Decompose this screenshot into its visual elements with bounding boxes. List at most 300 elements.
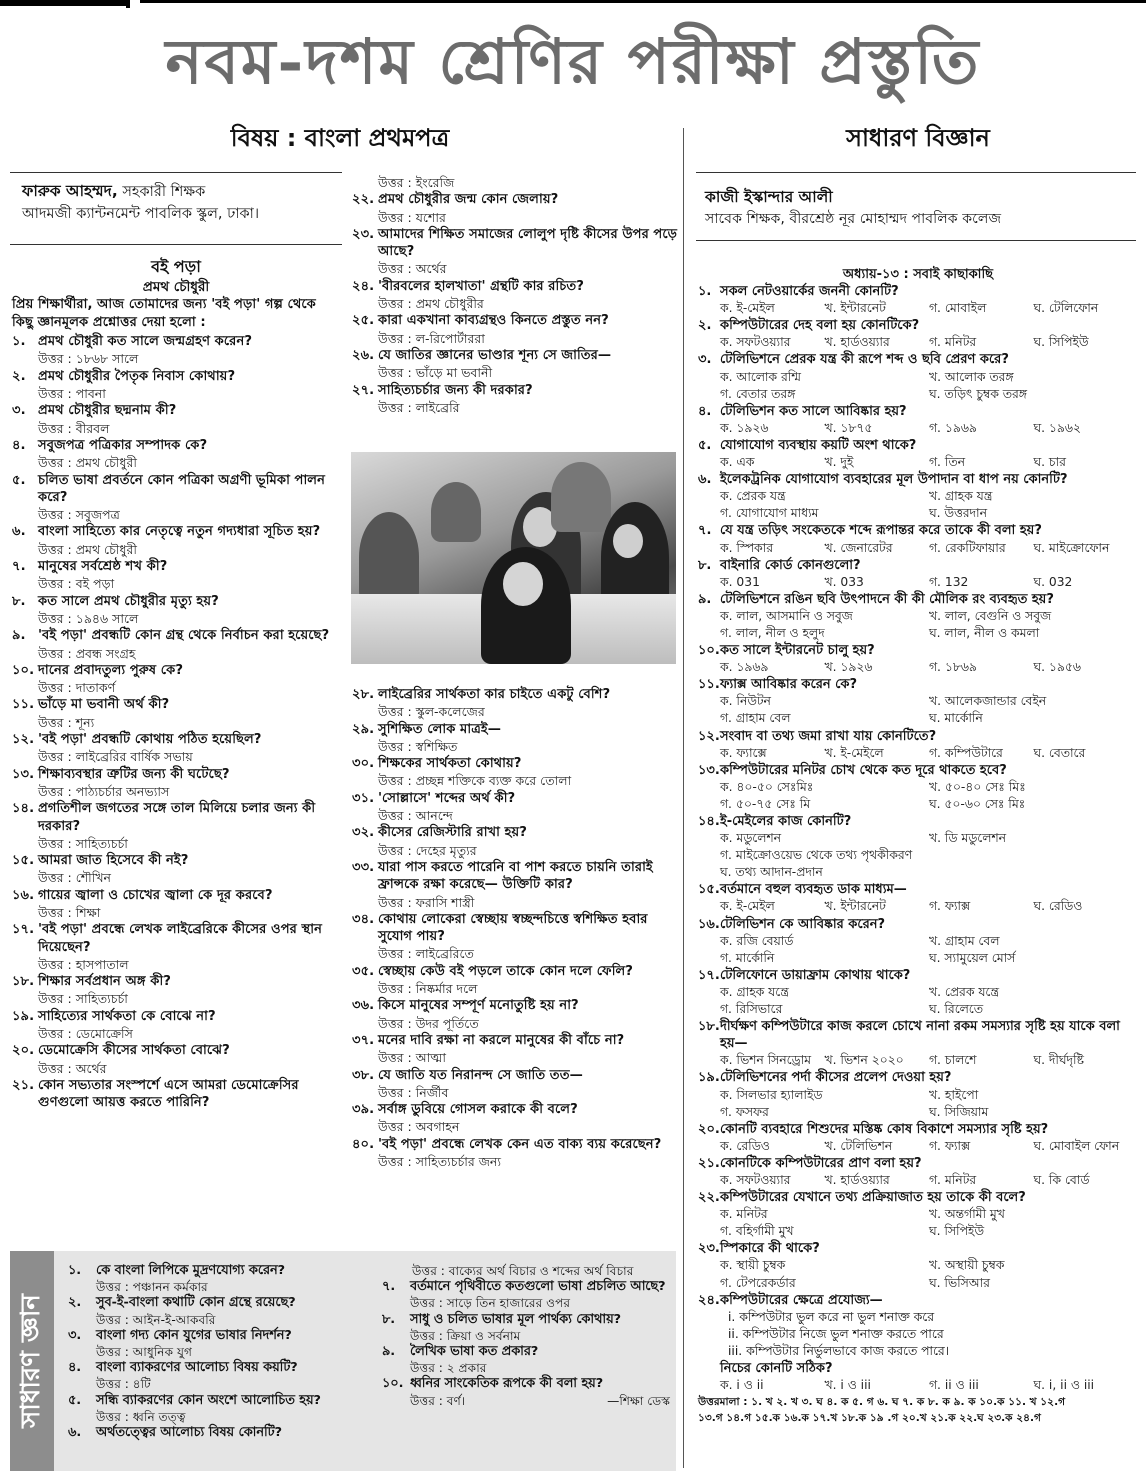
mcq-option: গ. মার্কোনি <box>720 950 775 965</box>
mcq-question <box>698 522 1138 539</box>
question-text: দানের প্রবাদতুল্য পুরুষ কে? <box>38 662 183 678</box>
question-text: প্রমথ চৌধুরীর পৈতৃক নিবাস কোথায়? <box>38 368 236 384</box>
question-number: ৯. <box>698 591 712 607</box>
qa-item <box>12 731 340 766</box>
question-text: যারা পাস করতে পারেনি বা পাশ করতে চায়নি তারাই ফ্রান্সকে রক্ষা করেছে— উক্তিটি কার? <box>378 859 653 893</box>
qa-item <box>352 1067 678 1102</box>
answer: উত্তর : আনন্দে <box>378 808 453 824</box>
answer: উত্তর : পাঠ্যচর্চার অনভ্যাস <box>38 783 170 799</box>
sci-author-rule-bottom <box>696 240 1136 241</box>
mcq-option: ক. i ও ii <box>720 1378 764 1393</box>
mcq-option: গ. মোবাইল <box>929 301 987 316</box>
mcq-option: ক. স্পিকার <box>720 540 773 555</box>
mcq-option: ঘ. সিপিইউ <box>929 1224 984 1239</box>
question-text: কত সালে ইন্টারনেট চালু হয়? <box>720 643 875 659</box>
mcq-item <box>698 1292 1138 1395</box>
question-number: ১১. <box>698 677 720 693</box>
question <box>352 1101 678 1118</box>
mcq-item <box>698 813 1138 881</box>
mcq-option: ক. মডুলেশন <box>720 831 782 846</box>
question <box>12 696 340 713</box>
question-text: টেলিভিশনের পর্দা কীসের প্রলেপ দেওয়া হয়? <box>720 1070 952 1086</box>
mcq-item <box>698 591 1138 642</box>
question <box>12 1077 340 1112</box>
question-number: ১৪. <box>698 814 720 829</box>
mcq-option: খ. দুই <box>824 455 854 470</box>
question <box>60 1425 378 1441</box>
question-number: ৩৪. <box>352 911 375 927</box>
question-number: ৩২. <box>352 825 375 841</box>
question-text: সর্বাঙ্গ ডুবিয়ে গোসল করাকে কী বলে? <box>378 1102 578 1118</box>
question-text: বর্তমানে পৃথিবীতে কতগুলো ভাষা প্রচলিত আছে? <box>410 1279 666 1295</box>
qa-item <box>12 887 340 922</box>
mcq-question <box>698 642 1138 659</box>
chapter-heading: অধ্যায়-১৩ : সবাই কাছাকাছি <box>842 267 994 282</box>
mcq-option: খ. আলেকজান্ডার বেইন <box>929 694 1047 709</box>
question-text: আমরা জাত হিসেবে কী নই? <box>38 853 189 869</box>
question <box>12 662 340 679</box>
question-text: প্রমথ চৌধুরীর ছদ্মনাম কী? <box>38 403 177 419</box>
question <box>12 558 340 575</box>
question <box>12 766 340 783</box>
question-number: ১. <box>12 334 26 350</box>
mcq-item <box>698 881 1138 915</box>
answer: উত্তর : প্রমথ চৌধুরী <box>38 541 137 557</box>
mcq-option: গ. 132 <box>929 574 969 589</box>
mcq-option: খ. গ্রাহাম বেল <box>929 933 1000 948</box>
mcq-item <box>698 317 1138 351</box>
desk-credit: —শিক্ষা ডেস্ক <box>607 1393 670 1408</box>
question-text: কোনটিকে কম্পিউটারের প্রাণ বলা হয়? <box>720 1155 922 1171</box>
question-text: মানুষের সর্বশ্রেষ্ঠ শখ কী? <box>38 559 168 575</box>
question-text: সংবাদ বা তথ্য জমা রাখা যায় কোনটিতে? <box>720 728 937 744</box>
mcq-option: খ. হাইপো <box>929 1087 979 1102</box>
mcq-prompt: নিচের কোনটি সঠিক? <box>720 1361 833 1376</box>
mcq-option: ক. 031 <box>720 574 760 589</box>
mcq-options <box>698 1087 1138 1121</box>
mcq-option: ঘ. 032 <box>1033 574 1073 589</box>
answer: উত্তর : লাইব্রেরি <box>378 399 460 415</box>
top-rule <box>140 0 1146 3</box>
answer: উত্তর : সাড়ে তিন হাজারের ওপর <box>410 1296 571 1311</box>
question-number: ৮. <box>12 593 26 609</box>
science-author-role: সাবেক শিক্ষক, বীরশ্রেষ্ঠ নূর মোহাম্মদ পাবলিক কলেজ <box>705 211 1002 227</box>
answer: উত্তর : আইন-ই-আকবরি <box>96 1312 216 1327</box>
question-text: সুব-ই-বাংলা কথাটি কোন গ্রন্থে রয়েছে? <box>96 1295 296 1311</box>
question-number: ২৩. <box>352 226 375 242</box>
question-text: সাহিত্যের সার্থকতা কে বোঝে না? <box>38 1008 216 1024</box>
mcq-options <box>698 830 1138 881</box>
science-author-block <box>705 186 1145 230</box>
qa-item <box>352 963 678 998</box>
gk-column-left <box>60 1263 378 1441</box>
corner-rule <box>0 0 130 6</box>
question-number: ২৬. <box>352 347 375 363</box>
qa-item <box>12 921 340 973</box>
question-text: সুশিক্ষিত লোক মাত্রই— <box>378 721 501 737</box>
mcq-option: গ. মাইক্রোওয়েভ থেকে তথ্য পৃথকীকরণ <box>720 848 913 863</box>
question-number: ৬. <box>68 1425 82 1441</box>
mcq-option: ঘ. সিপিইউ <box>1033 335 1089 350</box>
mcq-item <box>698 676 1138 727</box>
question-number: ৪০. <box>352 1136 375 1152</box>
mcq-item <box>698 1018 1138 1069</box>
qa-item <box>12 1008 340 1043</box>
question-number: ৭. <box>12 559 26 575</box>
bangla-subject-heading: বিষয় : বাংলা প্রথমপত্র <box>230 124 450 152</box>
question <box>352 278 678 295</box>
answer: উত্তর : লাইব্রেরির বার্ষিক সভায় <box>38 749 193 765</box>
question-number: ৩৩. <box>352 859 375 875</box>
mcq-options <box>698 1377 1138 1394</box>
question <box>352 382 678 399</box>
mcq-question <box>698 1018 1138 1052</box>
question-text: ধ্বনির সাংকেতিক রূপকে কী বলা হয়? <box>410 1376 604 1392</box>
question-number: ২০. <box>12 1043 35 1059</box>
answer: উত্তর : বীরবল <box>38 420 110 436</box>
question-number: ১২. <box>698 728 720 744</box>
question-number: ৩. <box>12 403 26 419</box>
mcq-option: খ. অন্তর্গামী মুখ <box>929 1207 1005 1222</box>
question-number: ৪. <box>68 1360 82 1376</box>
answer: উত্তর : ২ প্রকার <box>410 1361 487 1376</box>
answer: উত্তর : হাসপাতাল <box>38 956 129 972</box>
qa-item <box>352 997 678 1032</box>
mcq-options <box>698 1138 1138 1155</box>
mcq-option: ক. রজি বেয়ার্ড <box>720 933 794 948</box>
question-number: ৬. <box>698 472 712 488</box>
qa-item <box>352 347 678 382</box>
question-text: কম্পিউটারের দেহ বলা হয় কোনটিকে? <box>720 318 920 334</box>
qa-item <box>352 382 678 417</box>
bangla-author-name: ফারুক আহম্মদ, <box>22 182 118 200</box>
mcq-option: খ. ১৮৭৫ <box>824 420 873 435</box>
question <box>352 859 678 894</box>
question-text: বাংলা ব্যাকরণের আলোচ্য বিষয় কয়টি? <box>96 1360 298 1376</box>
answer: উত্তর : ডেমোক্রেসি <box>38 1026 133 1042</box>
mcq-option: খ. হার্ডওয়্যার <box>824 335 890 350</box>
mcq-option: গ. কম্পিউটারে <box>929 745 1003 760</box>
qa-item <box>60 1328 378 1360</box>
question-number: ২. <box>68 1295 82 1311</box>
question-text: শিক্ষার সর্বপ্রধান অঙ্গ কী? <box>38 974 171 990</box>
question-number: ১০. <box>382 1376 404 1392</box>
question-number: ২১. <box>12 1077 35 1093</box>
question-number: ১৩. <box>12 766 35 782</box>
mcq-question <box>698 1189 1138 1206</box>
question-number: ২২. <box>698 1190 720 1206</box>
bangla-qa-list-3 <box>352 686 678 1170</box>
question-number: ১৮. <box>12 974 35 990</box>
mcq-option: গ. গ্রাহাম বেল <box>720 711 791 726</box>
question-text: টেলিভিশন কত সালে আবিষ্কার হয়? <box>720 403 907 419</box>
question-number: ৭. <box>382 1279 396 1295</box>
mcq-question <box>698 728 1138 745</box>
mcq-option: গ. রিসিভারে <box>720 1002 783 1017</box>
qa-item <box>12 852 340 887</box>
qa-item <box>12 368 340 403</box>
question <box>352 191 678 208</box>
question-number: ৩৭. <box>352 1032 375 1048</box>
question-text: বাংলা সাহিত্যে কার নেতৃত্বে নতুন গদ্যধারা সূচিত হয়? <box>38 524 321 540</box>
mcq-option: গ. টেপরেকর্ডার <box>720 1275 796 1290</box>
question <box>374 1312 670 1328</box>
question-text: মনের দাবি রক্ষা না করলে মানুষের কী বাঁচে না? <box>378 1032 625 1048</box>
answer: উত্তর : যশোর <box>378 209 446 225</box>
mcq-option: ক. সফটওয়্যার <box>720 1172 791 1187</box>
mcq-option: গ. ফ্যাক্স <box>929 1138 971 1153</box>
mcq-option: গ. মনিটর <box>929 1172 977 1187</box>
qa-item <box>374 1312 670 1344</box>
page-title: নবম-দশম শ্রেণির পরীক্ষা প্রস্তুতি <box>165 25 981 98</box>
question <box>12 523 340 540</box>
mcq-option: ক. এক <box>720 455 755 470</box>
question <box>352 1136 678 1153</box>
question-text: কিসে মানুষের সম্পূর্ণ মনোতুষ্টি হয় না? <box>378 998 579 1014</box>
answer: উত্তর : আধুনিক যুগ <box>96 1345 192 1360</box>
general-knowledge-box <box>10 1251 676 1471</box>
mcq-option: গ. ৫০-৭৫ সেঃ মি <box>720 796 811 811</box>
question-text: বাইনারি কোর্ড কোনগুলো? <box>720 557 861 573</box>
question-number: ৫. <box>12 472 26 488</box>
question-number: ২৮. <box>352 687 375 702</box>
question-number: ৬. <box>12 524 26 540</box>
answer: উত্তর : উদর পূর্তিতে <box>378 1015 479 1031</box>
mcq-option: ক. স্থায়ী চুম্বক <box>720 1258 786 1273</box>
qa-item <box>12 437 340 472</box>
answer: উত্তর : ইংরেজি <box>378 175 455 190</box>
qa-item <box>12 472 340 524</box>
question-text: স্বেচ্ছায় কেউ বই পড়লে তাকে কোন দলে ফেলি? <box>378 963 633 979</box>
question-number: ২. <box>12 368 26 384</box>
qa-item <box>352 859 678 911</box>
qa-item <box>12 402 340 437</box>
question-text: যে জাতি যত নিরানন্দ সে জাতি তত— <box>378 1067 583 1083</box>
question-text: কোথায় লোকেরা স্বেচ্ছায় স্বচ্ছন্দচিত্তে স্বশিক্ষিত হবার সুযোগ পায়? <box>378 911 648 945</box>
mcq-option: ক. রেডিও <box>720 1138 770 1153</box>
answer: উত্তর : অর্থের <box>38 1060 107 1076</box>
qa-item <box>12 558 340 593</box>
mcq-question <box>698 676 1138 693</box>
question-number: ১৩. <box>698 762 720 778</box>
qa-item <box>374 1279 670 1311</box>
qa-item <box>12 627 340 662</box>
qa-item <box>60 1393 378 1425</box>
mcq-question <box>698 881 1138 898</box>
question <box>12 852 340 869</box>
question-number: ২৪. <box>352 278 375 294</box>
answer: উত্তর : ল-রিপোর্টাররা <box>378 330 485 346</box>
answer: উত্তর : শূন্য <box>38 714 95 730</box>
statement: ii. কম্পিউটার নিজে ভুল শনাক্ত করতে পারে <box>728 1326 944 1341</box>
answer: উত্তর : প্রমথ চৌধুরী <box>38 455 137 471</box>
mcq-option: ঘ. i, ii ও iii <box>1033 1378 1095 1393</box>
mcq-option: ক. লাল, আসমানি ও সবুজ <box>720 608 853 623</box>
mcq-option: ক. ফ্যাক্সে <box>720 745 767 760</box>
mcq-option: খ. 033 <box>824 574 864 589</box>
question <box>12 627 340 644</box>
mcq-option: ক. মনিটর <box>720 1207 768 1222</box>
mcq-option: ঘ. তড়িৎ চুম্বক তরঙ্গ <box>929 386 1027 401</box>
question-text: কারা একখানা কাব্যগ্রন্থও কিনতে প্রস্তুত নন? <box>378 313 609 329</box>
mcq-option: ক. প্রেরক যন্ত্র <box>720 489 786 504</box>
question <box>12 333 340 350</box>
question-number: ২২. <box>352 192 375 208</box>
answer: উত্তর : সাহিত্যচর্চা <box>38 991 128 1007</box>
question-number: ২৪. <box>698 1292 720 1308</box>
mcq-item <box>698 1189 1138 1240</box>
mcq-option: ক. সিলভার হ্যালাইড <box>720 1087 823 1102</box>
answer: উত্তর : লাইব্রেরিতে <box>378 946 474 962</box>
question-text: টেলিভিশনে রঙিন ছবি উৎপাদনে কী কী মৌলিক রং ব্যবহৃত হয়? <box>720 591 1054 607</box>
mcq-question <box>698 557 1138 574</box>
question-text: ডেমোক্রেসি কীসের সার্থকতা বোঝে? <box>38 1043 230 1059</box>
mcq-option: ঘ. মাইক্রোফোন <box>1033 540 1110 555</box>
mcq-options <box>698 369 1138 403</box>
question-number: ১৫. <box>698 882 720 898</box>
mcq-option: খ. ইন্টারনেট <box>824 301 886 316</box>
question <box>12 887 340 904</box>
question-text: টেলিফোনে ডায়াফ্রাম কোথায় থাকে? <box>720 967 911 983</box>
answer: উত্তর : পঞ্চানন কর্মকার <box>96 1280 208 1295</box>
statement: i. কম্পিউটার ভুল করে না ভুল শনাক্ত করে <box>728 1309 934 1324</box>
qa-item <box>352 911 678 963</box>
bangla-author-block <box>22 180 342 225</box>
mcq-option: ঘ. ১৯৬২ <box>1033 420 1081 435</box>
mcq-option: গ. চালশে <box>929 1053 977 1068</box>
answer: উত্তর : পাবনা <box>38 386 106 402</box>
mcq-options <box>698 659 1138 676</box>
question-text: শিক্ষাব্যবস্থার ত্রুটির জন্য কী ঘটেছে? <box>38 766 230 782</box>
question <box>374 1279 670 1295</box>
mcq-item <box>698 1121 1138 1155</box>
qa-item <box>352 1136 678 1171</box>
question <box>12 1042 340 1059</box>
mcq-option: ঘ. রিলেতে <box>929 1002 983 1017</box>
mcq-option: খ. i ও iii <box>824 1378 871 1393</box>
mcq-option: গ. মনিটর <box>929 335 977 350</box>
question-text: স্পিকারে কী থাকে? <box>720 1241 820 1257</box>
mcq-options <box>698 1172 1138 1189</box>
corner-rule-tick <box>126 0 130 8</box>
mcq-item <box>698 1069 1138 1120</box>
gk-side-label: সাধারণ জ্ঞান <box>10 1251 54 1471</box>
mcq-option: ক. ১৯৬৯ <box>720 660 769 675</box>
mcq-item <box>698 351 1138 402</box>
question-text: 'বীরবলের হালখাতা' গ্রন্থটি কার রচিত? <box>378 278 584 294</box>
qa-item <box>12 766 340 801</box>
mcq-option: গ. ১৮৬৯ <box>929 660 977 675</box>
question <box>352 721 678 738</box>
mcq-option: খ. প্রেরক যন্ত্রে <box>929 984 999 999</box>
question-number: ১০. <box>12 662 35 678</box>
question <box>12 1008 340 1025</box>
mcq-question <box>698 916 1138 933</box>
question-number: ১৭. <box>698 967 720 983</box>
answer: উত্তর : ১৮৬৮ সালে <box>38 351 139 367</box>
mcq-question <box>698 471 1138 488</box>
question-text: প্রমথ চৌধুরী কত সালে জন্মগ্রহণ করেন? <box>38 334 252 350</box>
mcq-options <box>698 420 1138 437</box>
bangla-column-2-bottom <box>352 686 678 1170</box>
masthead <box>0 0 1146 118</box>
question-text: সাহিত্যচর্চার জন্য কী দরকার? <box>378 382 533 398</box>
mcq-option: খ. ১৯২৬ <box>824 660 873 675</box>
mcq-option: ক. ১৯২৬ <box>720 420 769 435</box>
answer: উত্তর : ফরাসি শাস্ত্রী <box>378 894 475 910</box>
question-number: ৮. <box>382 1311 396 1327</box>
question-number: ৭. <box>698 523 712 539</box>
question <box>12 402 340 419</box>
answer: উত্তর : আত্মা <box>378 1050 446 1066</box>
mcq-options <box>698 1052 1138 1069</box>
question-text: কীসের রেজিস্টারি রাখা হয়? <box>378 825 527 841</box>
answer: উত্তর : নির্জীব <box>378 1084 449 1100</box>
question <box>60 1360 378 1376</box>
answer: উত্তর : নিষ্কর্মার দলে <box>378 981 478 997</box>
mcq-option: গ. লাল, নীল ও হলুদ <box>720 625 825 640</box>
mcq-option: ঘ. বেতারে <box>1033 745 1086 760</box>
answer: উত্তর : বাক্যের অর্থ বিচার ও শব্দের অর্থ বিচার <box>412 1264 634 1278</box>
mcq-options <box>698 540 1138 557</box>
mcq-item <box>698 916 1138 967</box>
question-number: ১৬. <box>698 916 720 932</box>
qa-item <box>352 790 678 825</box>
answer: উত্তর : ৪টি <box>96 1377 151 1392</box>
question-text: কত সালে প্রমথ চৌধুরীর মৃত্যু হয়? <box>38 593 219 609</box>
question <box>60 1263 378 1279</box>
question-number: ৩. <box>68 1327 82 1343</box>
question-text: প্রগতিশীল জগতের সঙ্গে তাল মিলিয়ে চলার জন্য কী দরকার? <box>38 801 316 834</box>
mcq-item <box>698 642 1138 676</box>
question <box>352 824 678 841</box>
science-mcq-column <box>698 266 1138 1426</box>
question-number: ১২. <box>12 732 35 748</box>
answer: উত্তর : ক্রিয়া ও সর্বনাম <box>410 1328 521 1343</box>
mcq-option: ঘ. লাল, নীল ও কমলা <box>929 625 1040 640</box>
mcq-option: গ. যোগাযোগ মাধ্যম <box>720 506 819 521</box>
mcq-item <box>698 762 1138 813</box>
mcq-option: ঘ. টেলিফোন <box>1033 301 1099 316</box>
mcq-option: ঘ. ভিসিআর <box>929 1275 990 1290</box>
question-number: ২১. <box>698 1155 720 1171</box>
question-number: ৩৮. <box>352 1067 375 1083</box>
mcq-options <box>698 898 1138 915</box>
question-text: প্রমথ চৌধুরীর জন্ম কোন জেলায়? <box>378 192 559 208</box>
question <box>352 312 678 329</box>
answer: উত্তর : দেহের মৃত্যুর <box>378 842 477 858</box>
story-title: বই পড়া <box>151 257 201 276</box>
question-text: বাংলা গদ্য কোন যুগের ভাষার নিদর্শন? <box>96 1327 292 1343</box>
statement: iii. কম্পিউটার নির্ভুলভাবে কাজ করতে পারে। <box>728 1343 950 1358</box>
mcq-option: ঘ. স্যামুয়েল মোর্স <box>929 950 1016 965</box>
question-number: ৩. <box>698 352 712 368</box>
question-text: ইলেকট্রনিক যোগাযোগ ব্যবহারের মূল উপাদান বা ধাপ নয় কোনটি? <box>720 472 1068 488</box>
question-text: কোনটি ব্যবহারে শিশুদের মস্তিষ্ক কোষ বিকাশে সমস্যার সৃষ্টি হয়? <box>720 1121 1049 1137</box>
question <box>12 472 340 507</box>
question-number: ১০. <box>698 643 720 659</box>
mcq-option: ঘ. চার <box>1033 455 1066 470</box>
question-number: ২০. <box>698 1121 720 1137</box>
question <box>12 593 340 610</box>
mcq-item <box>698 283 1138 317</box>
mcq-options <box>698 300 1138 317</box>
bangla-qa-list-2 <box>352 191 678 416</box>
question-text: 'বই পড়া' প্রবন্ধটি কোন গ্রন্থ থেকে নির্বাচন করা হয়েছে? <box>38 628 330 644</box>
science-author-name: কাজী ইস্কান্দার আলী <box>705 188 833 206</box>
qa-item <box>60 1295 378 1327</box>
question-text: ই-মেইলের কাজ কোনটি? <box>720 814 852 829</box>
